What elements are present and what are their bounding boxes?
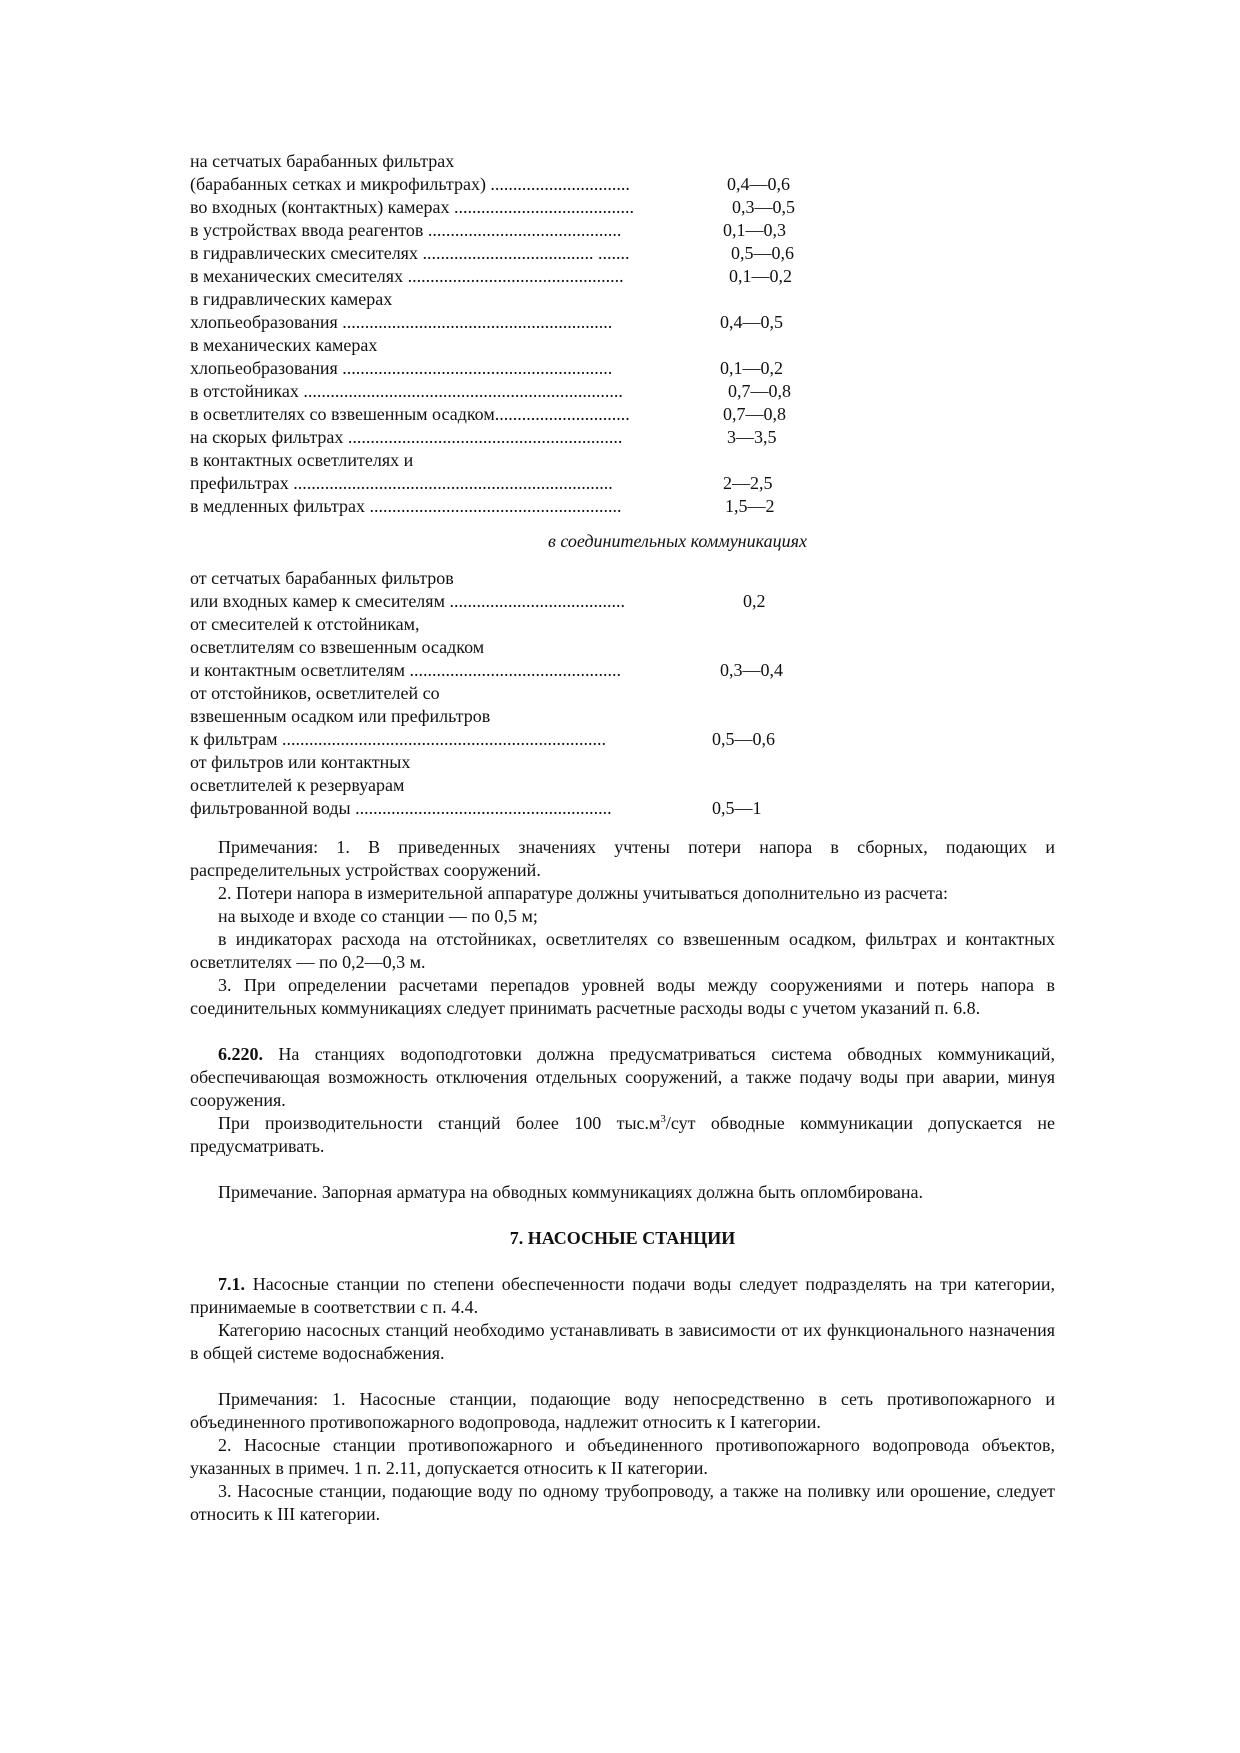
- list-item: [190, 751, 830, 820]
- item-label: осветлителей к резервуарам: [190, 775, 405, 795]
- item-label: в гидравлических камерах: [190, 289, 393, 309]
- item-label: хлопьеобразования ............................................................: [190, 358, 613, 378]
- item-label: от сетчатых барабанных фильтров: [190, 568, 454, 588]
- list-item: [190, 403, 830, 426]
- note-3: 3. При определении расчетами перепадов уровней воды между сооружениями и потерь напора в соединительных коммуникациях следует принимать расчетные расходы воды с учетом указаний п. 6.8.: [190, 975, 1055, 1018]
- note-2: 2. Насосные станции противопожарного и объединенного противопожарного водопровода объектов, указанных в примеч. 1 п. 2.11, допускается относить к II категории.: [190, 1435, 1055, 1478]
- item-label: префильтрах .......................................................................: [190, 473, 613, 493]
- item-label: в контактных осветлителях и: [190, 450, 414, 470]
- item-label: взвешенным осадком или префильтров: [190, 706, 491, 726]
- item-label: в отстойниках .......................................................................: [190, 381, 623, 401]
- item-value: 0,1—0,2: [720, 358, 783, 378]
- item-value: 2—2,5: [723, 473, 773, 493]
- list-item: [190, 426, 830, 449]
- clause-6-220: [190, 1043, 1055, 1112]
- item-label: в механических камерах: [190, 335, 378, 355]
- notes-block-1: [190, 836, 1055, 1020]
- item-value: 0,4—0,5: [720, 312, 783, 332]
- item-value: 0,7—0,8: [723, 404, 786, 424]
- item-label: на сетчатых барабанных фильтрах: [190, 151, 455, 171]
- clause-text: Насосные станции по степени обеспеченности подачи воды следует подразделять на три категории, принимаемые в соответствии с п. 4.4.: [190, 1274, 1055, 1317]
- note-1: Примечания: 1. В приведенных значениях учтены потери напора в сборных, подающих и распределительных устройствах сооружений.: [190, 837, 1055, 880]
- item-label: в медленных фильтрах ........................................................: [190, 496, 622, 516]
- item-value: 0,7—0,8: [728, 381, 791, 401]
- item-label: в механических смесителях ................................................: [190, 266, 624, 286]
- item-value: 0,1—0,2: [729, 266, 792, 286]
- item-label: от смесителей к отстойникам,: [190, 614, 420, 634]
- list-item: [190, 334, 830, 380]
- section-heading: 7. НАСОСНЫЕ СТАНЦИИ: [509, 1228, 736, 1248]
- connections-subheading: в соединительных коммуникациях: [548, 531, 807, 551]
- item-label: на скорых фильтрах .............................................................: [190, 427, 623, 447]
- note-2-item-b: в индикаторах расхода на отстойниках, осветлителях со взвешенным осадком, фильтрах и контактных осветлителях — по 0,2—0,3 м.: [190, 929, 1055, 972]
- item-label: (барабанных сетках и микрофильтрах) ...............................: [190, 174, 630, 194]
- list-item: [190, 150, 830, 196]
- list-item: [190, 567, 830, 613]
- item-label: к фильтрам ........................................................................: [190, 729, 607, 749]
- list-item: [190, 265, 830, 288]
- item-label: в гидравлических смесителях ...................................... .......: [190, 243, 630, 263]
- item-label: хлопьеобразования ............................................................: [190, 312, 613, 332]
- list-item: [190, 682, 830, 751]
- document-page: [190, 150, 1055, 1526]
- item-label: в осветлителях со взвешенным осадком..............................: [190, 404, 630, 424]
- item-value: 0,5—0,6: [712, 729, 775, 749]
- note-3: 3. Насосные станции, подающие воду по одному трубопроводу, а также на поливку или орошение, следует относить к III категории.: [190, 1481, 1055, 1524]
- item-value: 0,2: [743, 591, 766, 611]
- item-label: или входных камер к смесителям .......................................: [190, 591, 625, 611]
- list-item: [190, 288, 830, 334]
- item-value: 0,5—1: [712, 798, 762, 818]
- list-item: [190, 380, 830, 403]
- item-label: фильтрованной воды .........................................................: [190, 798, 612, 818]
- clause-number: 7.1.: [218, 1274, 245, 1294]
- list-item: [190, 613, 830, 682]
- item-value: 0,5—0,6: [731, 243, 794, 263]
- item-label: во входных (контактных) камерах ........................................: [190, 197, 635, 217]
- item-value: 0,3—0,4: [720, 660, 783, 680]
- item-value: 3—3,5: [727, 427, 777, 447]
- item-label: в устройствах ввода реагентов ...........................................: [190, 220, 622, 240]
- list-item: [190, 495, 830, 518]
- item-value: 0,3—0,5: [732, 197, 795, 217]
- clause-7-1-p2: Категорию насосных станций необходимо устанавливать в зависимости от их функционального назначения в общей системе водоснабжения.: [190, 1320, 1055, 1363]
- clause-text: На станциях водоподготовки должна предусматриваться система обводных коммуникаций, обеспечивающая возможность отключения отдельных сооружений, а также подачу воды при аварии, минуя сооружения.: [190, 1044, 1055, 1110]
- list-item: [190, 242, 830, 265]
- notes-block-2: [190, 1388, 1055, 1526]
- list-item: [190, 196, 830, 219]
- item-label: от фильтров или контактных: [190, 752, 411, 772]
- losses-in-structures-list: [190, 150, 830, 518]
- note-6-220: Примечание. Запорная арматура на обводных коммуникациях должна быть опломбирована.: [218, 1182, 923, 1202]
- losses-in-connections-list: [190, 567, 830, 820]
- list-item: [190, 449, 830, 495]
- item-value: 1,5—2: [725, 496, 775, 516]
- item-label: от отстойников, осветлителей со: [190, 683, 440, 703]
- list-item: [190, 219, 830, 242]
- item-label: и контактным осветлителям ...............................................: [190, 660, 622, 680]
- note-2: 2. Потери напора в измерительной аппаратуре должны учитываться дополнительно из расчета:: [218, 883, 949, 903]
- item-label: осветлителям со взвешенным осадком: [190, 637, 485, 657]
- clause-6-220-p2: При производительности станций более 100 $тыс.м^3$/сут обводные коммуникации допускается не предусматривать.: [190, 1113, 1055, 1156]
- clause-7-1: [190, 1273, 1055, 1319]
- item-value: 0,1—0,3: [723, 220, 786, 240]
- note-2-item-a: на выходе и входе со станции — по 0,5 м;: [218, 906, 538, 926]
- item-value: 0,4—0,6: [727, 174, 790, 194]
- clause-number: 6.220.: [218, 1044, 263, 1064]
- note-1: Примечания: 1. Насосные станции, подающие воду непосредственно в сеть противопожарного и объединенного противопожарного водопровода, надлежит относить к I категории.: [190, 1389, 1055, 1432]
